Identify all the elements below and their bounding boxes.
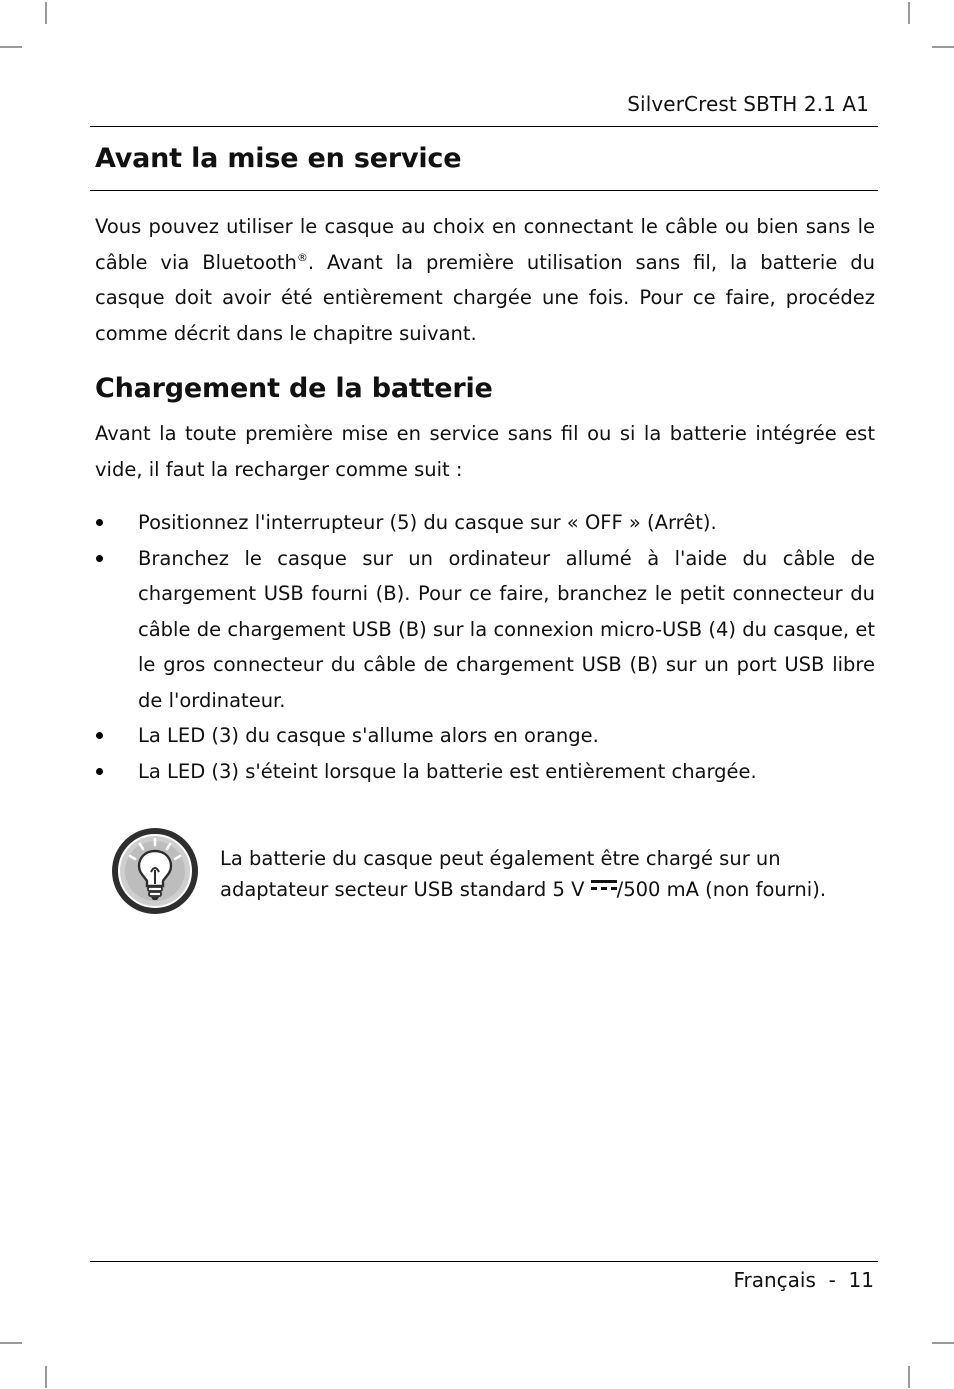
- list-item-text: Branchez le casque sur un ordinateur allumé à l'aide du câble de chargement USB fourni (B). Pour ce faire, branchez le petit connecteur du câble de chargement USB (B) sur la connexion micro-USB (4) du casque, et le gros connecteur du câble de chargement USB (B) sur un port USB libre de l'ordinateur.: [138, 546, 875, 712]
- crop-mark: [932, 1342, 954, 1344]
- header-model: SilverCrest SBTH 2.1 A1: [627, 92, 869, 116]
- crop-mark: [908, 2, 910, 24]
- list-item-text: Positionnez l'interrupteur (5) du casque sur « OFF » (Arrêt).: [138, 511, 717, 534]
- crop-mark: [0, 1342, 22, 1344]
- bullet-icon: [96, 555, 103, 562]
- list-item: [95, 505, 875, 541]
- list-item: [95, 541, 875, 719]
- section1-paragraph-text-cont: . Avant la première utilisation sans fil, la batterie du casque doit avoir été entièrement chargée une fois. Pour ce faire, procédez comme décrit dans le chapitre suivant.: [95, 250, 875, 345]
- list-item-text: La LED (3) du casque s'allume alors en orange.: [138, 724, 599, 747]
- registered-mark: ®: [296, 250, 308, 264]
- section-title-chargement-batterie: Chargement de la batterie: [95, 373, 493, 404]
- dc-current-symbol-icon: [591, 878, 617, 892]
- crop-mark: [45, 2, 47, 24]
- section2-intro: Avant la toute première mise en service sans fil ou si la batterie intégrée est vide, il faut la recharger comme suit :: [95, 422, 875, 481]
- list-item: [95, 718, 875, 754]
- crop-mark: [0, 46, 22, 48]
- section-title-rule: [90, 190, 878, 191]
- section1-paragraph: [95, 209, 875, 351]
- bullet-icon: [96, 519, 103, 526]
- crop-mark: [908, 1366, 910, 1388]
- tip-text-part: La batterie du casque peut également être chargé sur un adaptateur secteur USB standard 5 V: [220, 847, 781, 901]
- page-number: Français - 11: [733, 1268, 874, 1292]
- tip-text: [220, 843, 880, 905]
- crop-mark: [932, 46, 954, 48]
- section-title-avant-mise-en-service: Avant la mise en service: [95, 143, 462, 174]
- tip-text-part-cont: /500 mA (non fourni).: [616, 878, 827, 901]
- list-item-text: La LED (3) s'éteint lorsque la batterie est entièrement chargée.: [138, 759, 757, 783]
- bullet-list: [95, 505, 875, 789]
- section1-paragraph-text: Vous pouvez utiliser le casque au choix en connectant le câble ou bien sans le câble via Bluetooth: [95, 215, 875, 274]
- list-item: [95, 754, 875, 790]
- bullet-icon: [96, 768, 103, 775]
- lightbulb-icon: [110, 826, 200, 916]
- bullet-icon: [96, 732, 103, 739]
- footer-rule: [90, 1261, 878, 1262]
- crop-mark: [45, 1366, 47, 1388]
- header-rule: [90, 126, 878, 127]
